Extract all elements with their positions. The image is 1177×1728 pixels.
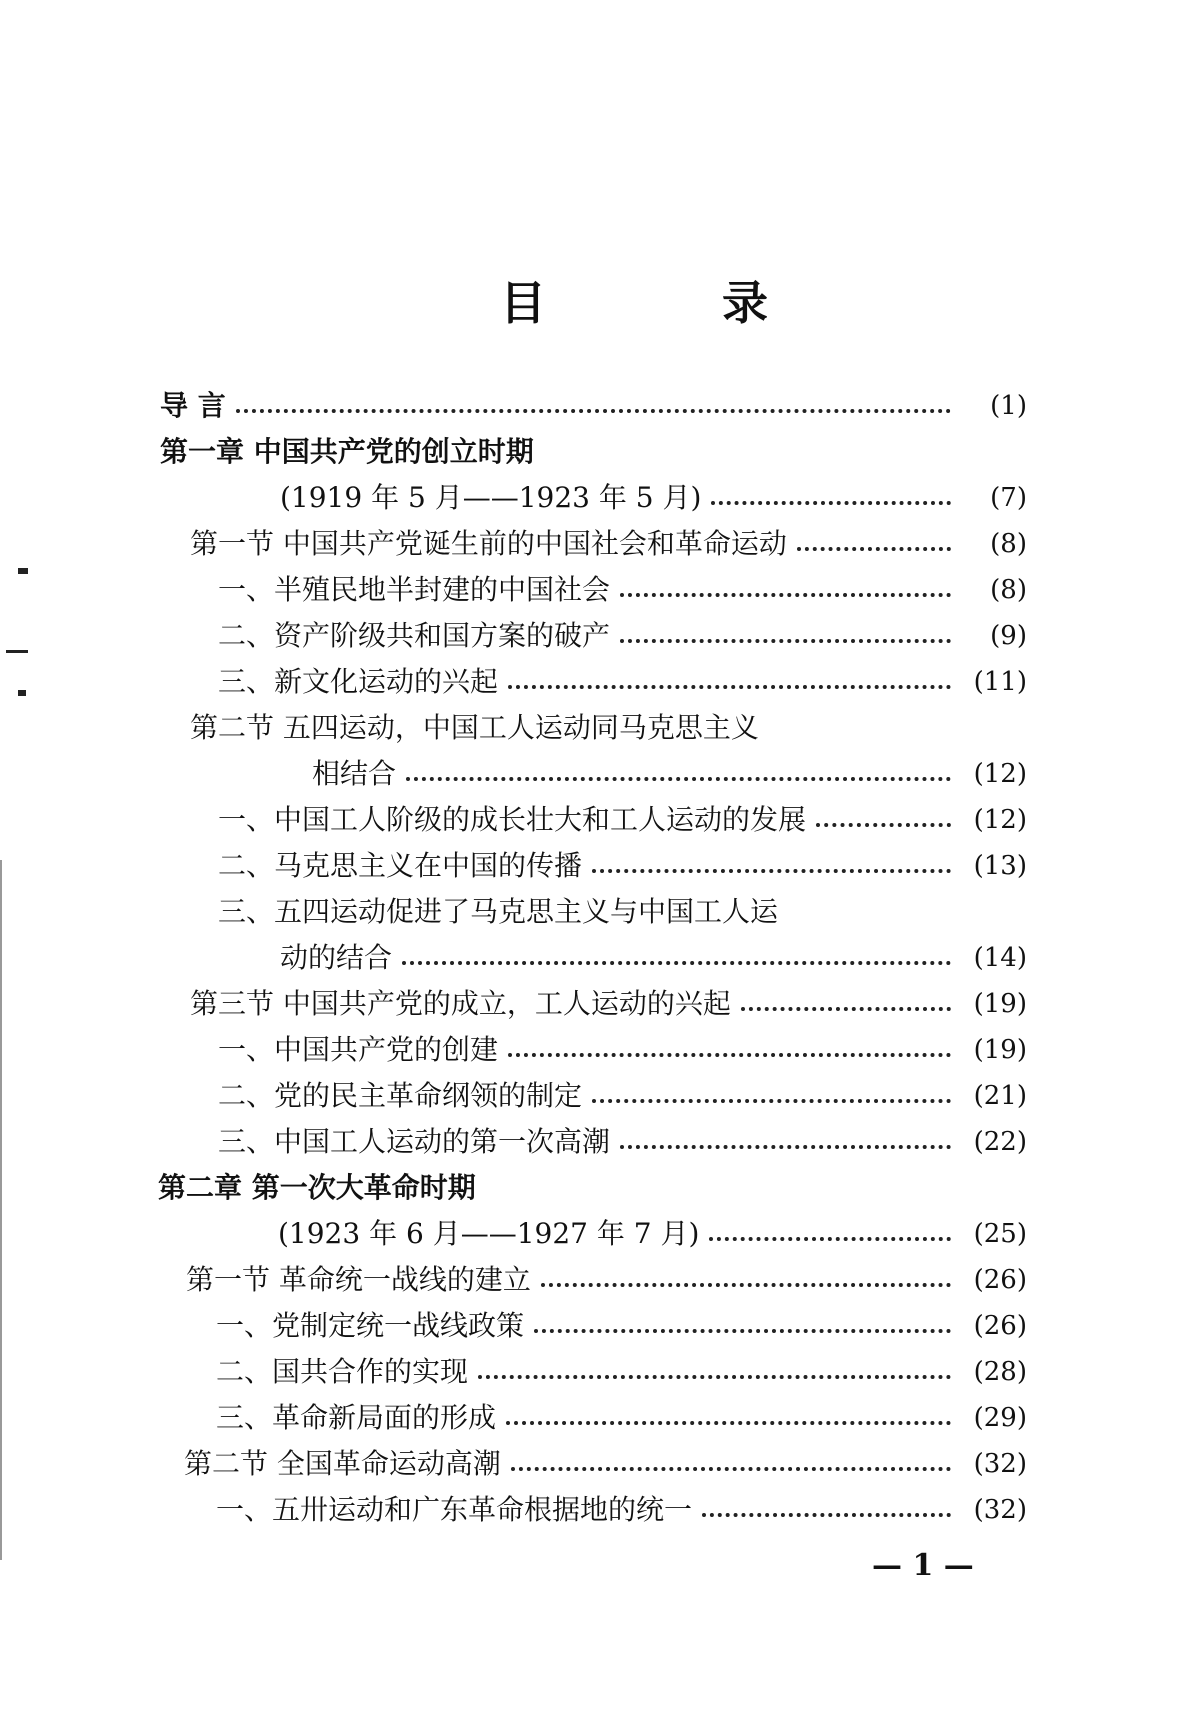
scan-edge-line xyxy=(0,860,2,1560)
toc-entry-label: 第一章 中国共产党的创立时期 xyxy=(160,435,534,468)
toc-entry-label: 三、新文化运动的兴起 xyxy=(218,665,499,698)
toc-entry-label: 一、半殖民地半封建的中国社会 xyxy=(218,573,611,606)
toc-entry-label: 一、五卅运动和广东革命根据地的统一 xyxy=(216,1493,693,1526)
toc-entry-label: 二、国共合作的实现 xyxy=(216,1355,469,1388)
toc-entry-label: (1923 年 6 月——1927 年 7 月) xyxy=(278,1217,700,1250)
scan-speck xyxy=(6,650,28,653)
dot-leader xyxy=(402,961,951,965)
toc-entry-label: 一、党制定统一战线政策 xyxy=(216,1309,525,1342)
toc-entry-label: 第三节 中国共产党的成立，工人运动的兴起 xyxy=(190,987,731,1020)
toc-entry-label: 第二节 五四运动，中国工人运动同马克思主义 xyxy=(190,711,759,744)
toc-entry-page: (26) xyxy=(973,1311,1027,1341)
page-title: 目 录 xyxy=(500,276,849,330)
toc-entry-page: (12) xyxy=(973,805,1027,835)
toc-entry-label: 三、中国工人运动的第一次高潮 xyxy=(218,1125,611,1158)
dot-leader xyxy=(541,1283,951,1287)
toc-entry-label: 第二章 第一次大革命时期 xyxy=(158,1171,476,1204)
toc-entry-page: (7) xyxy=(990,483,1027,513)
dot-leader xyxy=(797,547,951,551)
dot-leader xyxy=(620,593,951,597)
toc-entry-label: 三、五四运动促进了马克思主义与中国工人运 xyxy=(218,895,779,928)
toc-entry-section[interactable] xyxy=(0,982,1177,1026)
scan-speck xyxy=(18,568,28,574)
dot-leader xyxy=(709,1237,951,1241)
toc-entry-label: 第一节 中国共产党诞生前的中国社会和革命运动 xyxy=(190,527,787,560)
toc-entry-page: (25) xyxy=(973,1219,1027,1249)
toc-entry-page: (9) xyxy=(990,621,1027,651)
dot-leader xyxy=(620,639,951,643)
toc-entry-label: 第二节 全国革命运动高潮 xyxy=(184,1447,501,1480)
toc-entry-subsection[interactable] xyxy=(0,1488,1177,1532)
toc-entry-page: (26) xyxy=(973,1265,1027,1295)
toc-entry-subsection[interactable] xyxy=(0,1074,1177,1118)
toc-entry-section[interactable] xyxy=(0,1258,1177,1302)
toc-entry-page: (13) xyxy=(973,851,1027,881)
toc-entry-label: 三、革命新局面的形成 xyxy=(216,1401,497,1434)
toc-entry-page: (19) xyxy=(973,989,1027,1019)
toc-entry-label: 二、资产阶级共和国方案的破产 xyxy=(218,619,611,652)
toc-entry-label: 一、中国工人阶级的成长壮大和工人运动的发展 xyxy=(218,803,807,836)
toc-entry-subsection[interactable] xyxy=(0,1396,1177,1440)
dot-leader xyxy=(702,1513,951,1517)
toc-entry-subsection[interactable] xyxy=(0,1350,1177,1394)
dot-leader xyxy=(592,869,951,873)
dot-leader xyxy=(511,1467,951,1471)
toc-entry-intro[interactable] xyxy=(0,384,1177,428)
toc-entry-subsection[interactable] xyxy=(0,844,1177,888)
toc-entry-subsection[interactable] xyxy=(0,798,1177,842)
toc-entry-subsection[interactable] xyxy=(0,660,1177,704)
dot-leader xyxy=(406,777,951,781)
scan-speck xyxy=(18,690,26,696)
toc-entry-subsection[interactable] xyxy=(0,1304,1177,1348)
toc-entry-subsection[interactable] xyxy=(0,1028,1177,1072)
dot-leader xyxy=(534,1329,951,1333)
table-of-contents xyxy=(0,384,1177,1534)
toc-entry-page: (1) xyxy=(990,391,1027,421)
toc-entry-chapter-2[interactable] xyxy=(0,1166,1177,1210)
toc-entry-subsection-continued[interactable] xyxy=(0,936,1177,980)
dot-leader xyxy=(506,1421,951,1425)
toc-entry-label: 一、中国共产党的创建 xyxy=(218,1033,499,1066)
dot-leader xyxy=(508,1053,951,1057)
toc-entry-label: (1919 年 5 月——1923 年 5 月) xyxy=(280,481,702,514)
toc-entry-label: 二、党的民主革命纲领的制定 xyxy=(218,1079,583,1112)
toc-entry-section-continued[interactable] xyxy=(0,752,1177,796)
toc-entry-page: (8) xyxy=(990,575,1027,605)
toc-entry-chapter-1[interactable] xyxy=(0,430,1177,474)
toc-entry-page: (14) xyxy=(973,943,1027,973)
toc-entry-page: (11) xyxy=(973,667,1027,697)
dot-leader xyxy=(478,1375,951,1379)
dot-leader xyxy=(816,823,951,827)
toc-entry-page: (28) xyxy=(973,1357,1027,1387)
toc-entry-section[interactable] xyxy=(0,522,1177,566)
dot-leader xyxy=(592,1099,951,1103)
toc-entry-label: 第一节 革命统一战线的建立 xyxy=(186,1263,531,1296)
toc-entry-page: (32) xyxy=(973,1449,1027,1479)
toc-entry-label: 相结合 xyxy=(312,757,397,790)
toc-entry-subsection[interactable] xyxy=(0,614,1177,658)
toc-entry-label: 导 言 xyxy=(160,389,226,422)
toc-entry-page: (21) xyxy=(973,1081,1027,1111)
dot-leader xyxy=(711,501,951,505)
toc-entry-subsection[interactable] xyxy=(0,568,1177,612)
toc-entry-label: 二、马克思主义在中国的传播 xyxy=(218,849,583,882)
toc-entry-chapter-1-dates[interactable] xyxy=(0,476,1177,520)
page-number: — 1 — xyxy=(872,1548,974,1583)
toc-entry-page: (12) xyxy=(973,759,1027,789)
dot-leader xyxy=(508,685,951,689)
toc-entry-page: (29) xyxy=(973,1403,1027,1433)
dot-leader xyxy=(741,1007,951,1011)
toc-entry-page: (19) xyxy=(973,1035,1027,1065)
toc-entry-section[interactable] xyxy=(0,1442,1177,1486)
dot-leader xyxy=(236,409,951,413)
dot-leader xyxy=(620,1145,951,1149)
toc-entry-chapter-2-dates[interactable] xyxy=(0,1212,1177,1256)
toc-entry-section[interactable] xyxy=(0,706,1177,750)
toc-entry-subsection[interactable] xyxy=(0,890,1177,934)
toc-entry-subsection[interactable] xyxy=(0,1120,1177,1164)
toc-entry-page: (22) xyxy=(973,1127,1027,1157)
toc-entry-label: 动的结合 xyxy=(280,941,393,974)
toc-entry-page: (32) xyxy=(973,1495,1027,1525)
toc-entry-page: (8) xyxy=(990,529,1027,559)
